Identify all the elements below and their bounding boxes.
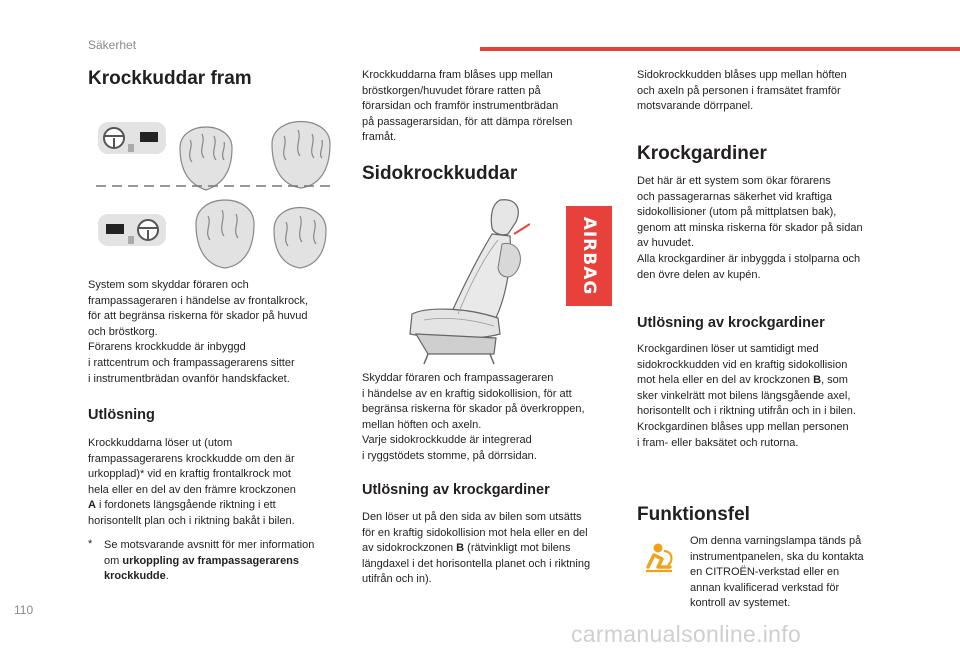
text-line: instrumentpanelen, ska du kontakta (690, 550, 864, 563)
front-trigger-description (88, 436, 350, 530)
text-line: den övre delen av kupén. (637, 268, 761, 281)
inflated-airbag-rear-left (196, 200, 254, 268)
text-line: för att begränsa riskerna för skador på huvud (88, 310, 308, 323)
text-line: Krockgardinen blåses upp mellan personen (637, 420, 849, 433)
text-line: sker vinkelrätt mot bilens längsgående axel, (637, 389, 851, 402)
text-line: längdaxel i det horisontella planet och i riktning (362, 557, 591, 570)
title-malfunction: Funktionsfel (637, 504, 750, 525)
text-line (362, 541, 624, 557)
title-curtain-airbags: Krockgardiner (637, 143, 767, 164)
text-line: annan kvalificerad verkstad för (690, 581, 840, 594)
footnote-mark: * (88, 538, 93, 550)
section-label: Säkerhet (88, 38, 137, 52)
text-line: hela eller en del av den främre krockzonen (88, 483, 296, 496)
seat-illustration (398, 194, 530, 368)
text-line: i instrumentbrädan ovanför handskfacket. (88, 372, 290, 385)
passenger-dashboard-icon (98, 214, 166, 246)
text-fragment: om (104, 554, 123, 567)
text-line (104, 569, 350, 585)
page-number: 110 (14, 603, 34, 617)
text-line: Varje sidokrockkudde är integrerad (362, 434, 532, 447)
front-airbags-illustration (94, 100, 336, 270)
airbag-label-text: AIRBAG (579, 216, 599, 296)
text-line: förarsidan och framför instrumentbrädan (362, 100, 559, 113)
title-front-airbags: Krockkuddar fram (88, 68, 252, 89)
text-line: horisontellt plan och i riktning bakåt i bilen. (88, 514, 295, 527)
text-line: urkopplad)* vid en kraftig frontalkrock mot (88, 468, 291, 481)
text-line: Se motsvarande avsnitt för mer information (104, 539, 315, 551)
text-line: i fram- eller baksätet och rutorna. (637, 436, 799, 449)
zone-letter: B (813, 374, 822, 387)
heading-side-trigger: Utlösning av krockgardiner (362, 482, 550, 498)
text-fragment: (rätvinkligt mot bilens (464, 542, 571, 555)
section-accent-bar (480, 47, 960, 51)
driver-dashboard-icon (98, 122, 166, 154)
text-line (637, 373, 899, 389)
text-line: framåt. (362, 131, 397, 144)
text-line: Förarens krockkudde är inbyggd (88, 341, 246, 354)
footnote-link-text: urkoppling av frampassagerarens (122, 554, 300, 567)
text-line: genom att minska riskerna för skador på sidan (637, 221, 863, 234)
watermark: carmanualsonline.info (571, 621, 802, 647)
text-line: Krockkuddarna fram blåses upp mellan (362, 69, 553, 81)
text-line: och passagerarnas säkerhet vid kraftiga (637, 190, 833, 203)
zone-letter: B (456, 542, 465, 555)
text-line: i händelse av en kraftig sidokollision, för att (362, 387, 572, 400)
text-line: Den löser ut på den sida av bilen som utsätts (362, 511, 582, 523)
curtain-airbags-description (637, 174, 899, 283)
side-airbags-description (362, 371, 624, 465)
text-line: begränsa riskerna för skador på överkroppen, (362, 403, 585, 416)
text-line: och bröstkorg. (88, 325, 158, 338)
text-line: horisontellt och i riktning utifrån och in i bilen. (637, 405, 856, 418)
text-line: Om denna varningslampa tänds på (690, 535, 862, 547)
title-side-airbags: Sidokrockkuddar (362, 163, 518, 184)
heading-curtain-trigger: Utlösning av krockgardiner (637, 315, 825, 331)
text-line: av huvudet. (637, 237, 694, 250)
airbag-label-badge (566, 206, 612, 306)
text-line: för en kraftig sidokollision mot hela eller en del (362, 526, 588, 539)
text-line: mellan höften och axeln. (362, 418, 482, 431)
text-line: en CITROËN-verkstad eller en (690, 566, 840, 579)
front-airbags-inflation-text (362, 68, 624, 146)
text-line: sidokollisioner (utom på mittplatsen bak), (637, 206, 837, 219)
footnote (88, 538, 350, 585)
text-line: Krockgardinen löser ut samtidigt med (637, 343, 819, 355)
footnote-link-text: krockkudde (104, 570, 166, 583)
inflated-airbag-driver (180, 127, 232, 190)
text-line: i ryggstödets stomme, på dörrsidan. (362, 449, 537, 462)
text-line: System som skyddar föraren och (88, 279, 249, 291)
text-line: bröstkorgen/huvudet förare ratten på (362, 84, 541, 97)
text-fragment: av sidokrockzonen (362, 542, 457, 555)
text-line: motsvarande dörrpanel. (637, 100, 754, 113)
text-line: i rattcentrum och frampassagerarens sitter (88, 356, 295, 369)
text-line: Skyddar föraren och frampassageraren (362, 372, 554, 384)
text-line: kontroll av systemet. (690, 597, 791, 610)
text-line: frampassageraren i händelse av frontalkrock, (88, 294, 309, 307)
text-line: sidokrockkudden vid en kraftig sidokollision (637, 358, 848, 371)
text-line: Alla krockgardiner är inbyggda i stolparna och (637, 252, 861, 265)
airbag-warning-lamp-icon (642, 541, 676, 575)
text-line: Krockkuddarna löser ut (utom (88, 437, 233, 449)
text-line: Sidokrockkudden blåses upp mellan höften (637, 69, 847, 81)
text-line: på passagerarsidan, för att dämpa rörelsen (362, 115, 573, 128)
text-fragment: i fordonets längsgående riktning i ett (95, 499, 276, 512)
inflated-airbag-rear-right (274, 208, 326, 269)
text-line: utifrån och in). (362, 573, 432, 586)
side-airbag-inflation-text (637, 68, 899, 115)
text-fragment: mot hela eller en del av krockzonen (637, 374, 814, 387)
text-fragment: . (165, 570, 169, 583)
side-trigger-description (362, 510, 624, 588)
malfunction-description (690, 534, 900, 612)
heading-trigger: Utlösning (88, 407, 155, 423)
front-airbags-description (88, 278, 343, 387)
inflated-airbag-passenger (272, 122, 330, 189)
text-fragment: , som (821, 374, 848, 387)
text-line (88, 498, 350, 514)
text-line: och axeln på personen i framsätet framför (637, 84, 841, 97)
zone-letter: A (88, 499, 96, 512)
text-line (104, 554, 350, 570)
text-line: Det här är ett system som ökar förarens (637, 175, 831, 187)
curtain-trigger-description (637, 342, 899, 451)
text-line: frampassagerarens krockkudde om den är (88, 452, 295, 465)
